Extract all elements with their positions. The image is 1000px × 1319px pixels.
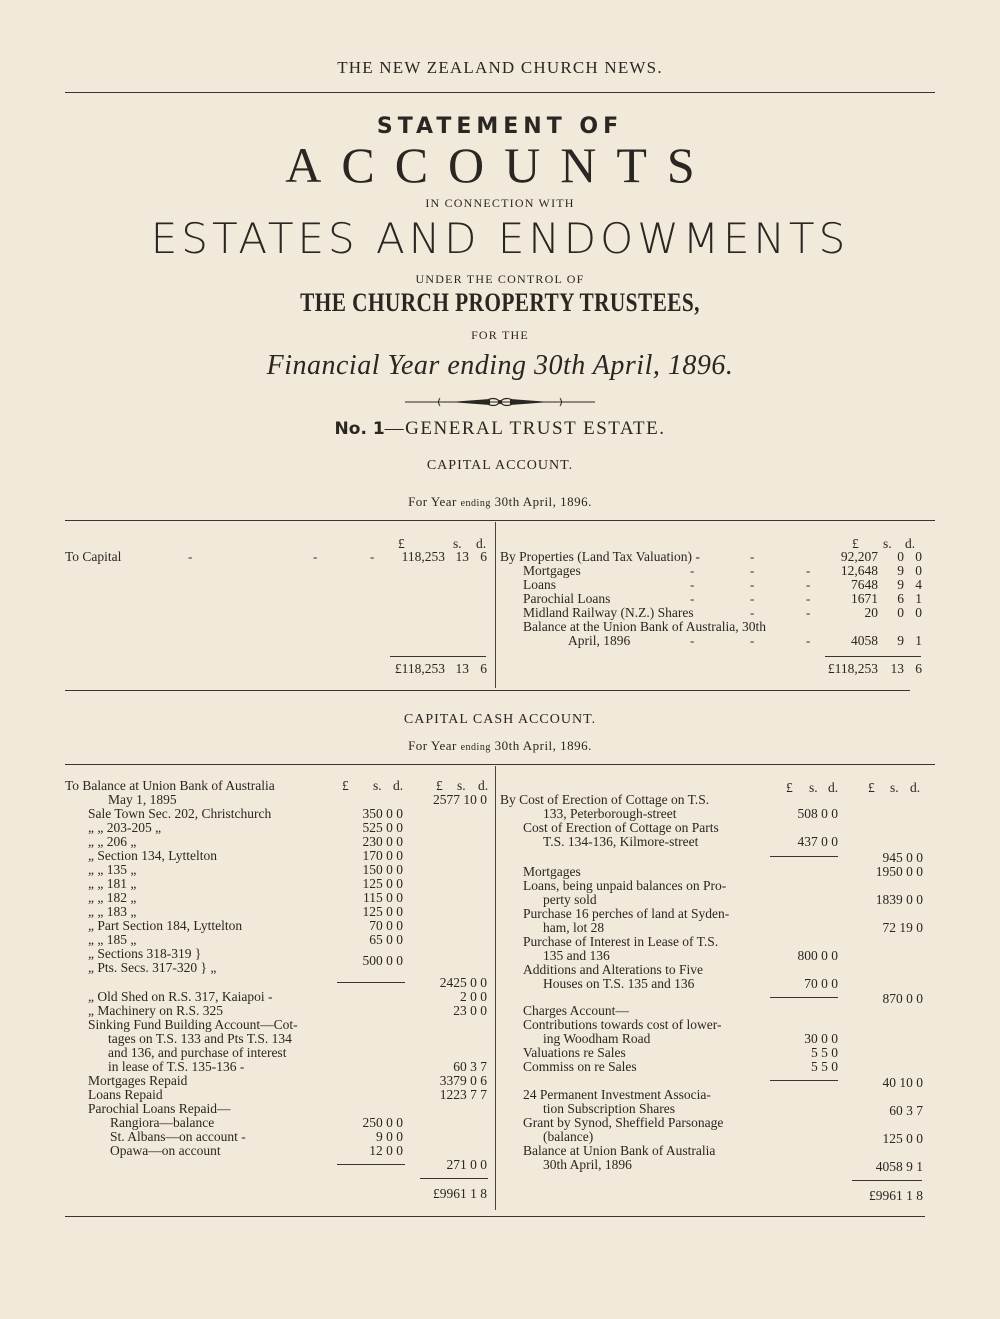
leader-dash: - — [750, 563, 755, 578]
amount-shillings: 6 — [897, 591, 904, 606]
credit-label: Mortgages — [523, 864, 581, 879]
cash-account-divider — [495, 766, 496, 1210]
subtitle-part: 30th April, 1896. — [490, 494, 592, 509]
capital-account-divider — [495, 522, 496, 688]
title-estates: ESTATES AND ENDOWMENTS — [150, 214, 850, 263]
amount-sub: 125 0 0 — [362, 904, 403, 919]
credit-label: Cost of Erection of Cottage on Parts — [523, 820, 719, 835]
amount-shillings: 0 — [897, 549, 904, 564]
amount-pence: 1 — [915, 633, 922, 648]
header-pounds: £ — [398, 536, 405, 551]
running-head: THE NEW ZEALAND CHURCH NEWS. — [337, 58, 663, 77]
amount-pence: 4 — [915, 577, 922, 592]
subtitle-part: 30th April, 1896. — [490, 738, 592, 753]
title-for-the: FOR THE — [471, 328, 529, 342]
header-pence: d. — [393, 778, 404, 793]
amount-total: 1950 0 0 — [875, 864, 923, 879]
amount-sub: 170 0 0 — [362, 848, 403, 863]
debit-label: „ „ 135 „ — [88, 862, 137, 877]
header-pounds: £ — [868, 780, 875, 795]
subtotal-rule — [337, 982, 405, 983]
debit-label: Parochial Loans Repaid— — [88, 1101, 231, 1116]
total-pence: 6 — [915, 661, 922, 676]
amount-total: 125 0 0 — [882, 1131, 923, 1146]
debit-label: „ „ 183 „ — [88, 904, 137, 919]
grand-total: £9961 1 8 — [433, 1186, 487, 1201]
amount-pence: 1 — [915, 591, 922, 606]
leader-dash: - — [806, 591, 811, 606]
amount-total: 60 3 7 — [889, 1103, 923, 1118]
header-shillings: s. — [883, 536, 892, 551]
title-financial-year: Financial Year ending 30th April, 1896. — [266, 350, 734, 381]
credit-label: Contributions towards cost of lower- — [523, 1017, 722, 1032]
credit-label: (balance) — [543, 1129, 594, 1144]
leader-dash: - — [690, 633, 695, 648]
leader-dash: - — [188, 549, 193, 564]
header-shillings: s. — [373, 778, 382, 793]
amount-sub: 5 5 0 — [811, 1059, 838, 1074]
debit-label: „ „ 206 „ — [88, 834, 137, 849]
header-pounds: £ — [342, 778, 349, 793]
cash-account-title: CAPITAL CASH ACCOUNT. — [403, 712, 597, 727]
leader-dash: - — [690, 563, 695, 578]
leader-dash: - — [750, 591, 755, 606]
amount-sub: 12 0 0 — [369, 1143, 403, 1158]
title-trustees: THE CHURCH PROPERTY TRUSTEES, — [300, 288, 700, 317]
amount-sub: 437 0 0 — [797, 834, 838, 849]
amount-sub: 508 0 0 — [797, 806, 838, 821]
header-pounds: £ — [786, 780, 793, 795]
credit-label: Midland Railway (N.Z.) Shares — [523, 605, 694, 620]
leader-dash: - — [750, 633, 755, 648]
amount-total: 2 0 0 — [460, 989, 487, 1004]
amount-pounds: 92,207 — [840, 549, 878, 564]
total-shillings: 13 — [455, 661, 469, 676]
leader-dash: - — [750, 549, 755, 564]
total-rule — [852, 1180, 922, 1181]
amount-pence: 0 — [915, 549, 922, 564]
amount-sub: 500 0 0 — [362, 953, 403, 968]
cash-account-bottom-rule — [65, 1216, 925, 1217]
leader-dash: - — [806, 633, 811, 648]
subtotal-rule — [770, 997, 838, 998]
amount-sub: 5 5 0 — [811, 1045, 838, 1060]
debit-label: „ „ 182 „ — [88, 890, 137, 905]
ornament-divider-icon — [0, 395, 1000, 409]
amount-pence: 0 — [915, 605, 922, 620]
header-pence: d. — [478, 778, 489, 793]
total-rule — [390, 656, 486, 657]
header-rule — [65, 92, 935, 93]
debit-label: in lease of T.S. 135-136 - — [108, 1059, 245, 1074]
subtitle-part: ending — [460, 742, 491, 753]
amount-shillings: 13 — [455, 549, 469, 564]
debit-label: „ „ 185 „ — [88, 932, 137, 947]
amount-sub: 30 0 0 — [804, 1031, 838, 1046]
total-pounds: £118,253 — [394, 661, 445, 676]
leader-dash: - — [806, 577, 811, 592]
debit-label: and 136, and purchase of interest — [108, 1045, 287, 1060]
section-name: —GENERAL TRUST ESTATE. — [384, 418, 666, 439]
section-number: No. 1 — [334, 419, 385, 439]
amount-total: 1839 0 0 — [875, 892, 923, 907]
total-rule — [420, 1178, 488, 1179]
header-pounds: £ — [436, 778, 443, 793]
title-under-control: UNDER THE CONTROL OF — [415, 272, 585, 286]
credit-label: Balance at the Union Bank of Australia, 30th — [523, 619, 766, 634]
amount-total: 945 0 0 — [882, 850, 923, 865]
debit-label: Mortgages Repaid — [88, 1073, 188, 1088]
leader-dash: - — [806, 563, 811, 578]
capital-account-top-rule — [65, 520, 935, 521]
amount-pounds: 1671 — [851, 591, 878, 606]
credit-label: 133, Peterborough-street — [543, 806, 677, 821]
amount-sub: 70 0 0 — [369, 918, 403, 933]
total-pence: 6 — [480, 661, 487, 676]
credit-label: By Cost of Erection of Cottage on T.S. — [500, 792, 710, 807]
debit-label: „ Sections 318-319 } — [88, 946, 202, 961]
credit-label: Parochial Loans — [523, 591, 611, 606]
subtotal-rule — [337, 1164, 405, 1165]
credit-label: Purchase of Interest in Lease of T.S. — [523, 934, 719, 949]
subtotal-rule — [770, 856, 838, 857]
amount-shillings: 9 — [897, 633, 904, 648]
amount-pounds: 7648 — [851, 577, 878, 592]
credit-label: ham, lot 28 — [543, 920, 605, 935]
header-shillings: s. — [453, 536, 462, 551]
credit-label: perty sold — [543, 892, 597, 907]
debit-label: tages on T.S. 133 and Pts T.S. 134 — [108, 1031, 292, 1046]
debit-label: „ Section 134, Lyttelton — [88, 848, 217, 863]
debit-label: „ Pts. Secs. 317-320 } „ — [88, 960, 217, 975]
credit-label: Additions and Alterations to Five — [523, 962, 703, 977]
amount-sub: 125 0 0 — [362, 876, 403, 891]
credit-label: Commiss on re Sales — [523, 1059, 637, 1074]
amount-pence: 6 — [480, 549, 487, 564]
credit-label: T.S. 134-136, Kilmore-street — [543, 834, 699, 849]
amount-total: 72 19 0 — [882, 920, 923, 935]
capital-account-subtitle — [0, 494, 1000, 510]
amount-sub: 800 0 0 — [797, 948, 838, 963]
credit-label: Houses on T.S. 135 and 136 — [543, 976, 695, 991]
amount-total: 4058 9 1 — [875, 1159, 923, 1174]
debit-label: „ Old Shed on R.S. 317, Kaiapoi - — [88, 989, 273, 1004]
debit-label: Loans Repaid — [88, 1087, 163, 1102]
debit-label: Opawa—on account — [110, 1143, 221, 1158]
debit-label: „ Part Section 184, Lyttelton — [88, 918, 243, 933]
amount-sub: 350 0 0 — [362, 806, 403, 821]
amount-sub: 115 0 0 — [363, 890, 403, 905]
credit-label: By Properties (Land Tax Valuation) - — [500, 549, 700, 564]
leader-dash: - — [750, 605, 755, 620]
amount-total: 3379 0 6 — [439, 1073, 487, 1088]
grand-total: £9961 1 8 — [869, 1188, 923, 1203]
amount-sub: 150 0 0 — [362, 862, 403, 877]
credit-label: 24 Permanent Investment Associa- — [523, 1087, 711, 1102]
subtitle-part: ending — [460, 498, 491, 509]
total-pounds: £118,253 — [827, 661, 878, 676]
credit-label: Loans, being unpaid balances on Pro- — [523, 878, 727, 893]
title-accounts: ACCOUNTS — [285, 137, 715, 193]
amount-pounds: 20 — [864, 605, 878, 620]
total-rule — [825, 656, 921, 657]
amount-shillings: 0 — [897, 605, 904, 620]
amount-sub: 230 0 0 — [362, 834, 403, 849]
subtitle-part: For Year — [408, 494, 461, 509]
amount-total: 870 0 0 — [882, 991, 923, 1006]
debit-label: Sinking Fund Building Account—Cot- — [88, 1017, 298, 1032]
section-heading — [0, 418, 1000, 440]
credit-label: 30th April, 1896 — [543, 1157, 632, 1172]
amount-sub: 70 0 0 — [804, 976, 838, 991]
credit-label: Purchase 16 perches of land at Syden- — [523, 906, 730, 921]
credit-label: 135 and 136 — [543, 948, 610, 963]
amount-total: 1223 7 7 — [439, 1087, 487, 1102]
debit-label: Sale Town Sec. 202, Christchurch — [88, 806, 272, 821]
header-shillings: s. — [457, 778, 466, 793]
credit-label: April, 1896 — [568, 633, 631, 648]
amount-sub: 9 0 0 — [376, 1129, 403, 1144]
header-shillings: s. — [890, 780, 899, 795]
header-pence: d. — [910, 780, 921, 795]
header-pence: d. — [905, 536, 916, 551]
header-pounds: £ — [852, 536, 859, 551]
amount-pounds: 12,648 — [840, 563, 878, 578]
amount-total: 2425 0 0 — [439, 975, 487, 990]
debit-label: Rangiora—balance — [110, 1115, 215, 1130]
debit-label: „ Machinery on R.S. 325 — [88, 1003, 223, 1018]
amount-total: 271 0 0 — [446, 1157, 487, 1172]
debit-label: To Balance at Union Bank of Australia — [65, 778, 275, 793]
credit-label: Loans — [523, 577, 556, 592]
total-shillings: 13 — [890, 661, 904, 676]
leader-dash: - — [313, 549, 318, 564]
title-statement-of: STATEMENT OF — [376, 114, 624, 139]
amount-sub: 525 0 0 — [362, 820, 403, 835]
title-in-connection: IN CONNECTION WITH — [425, 196, 575, 210]
amount-pounds: 4058 — [851, 633, 878, 648]
amount-pounds: 118,253 — [401, 549, 445, 564]
leader-dash: - — [690, 577, 695, 592]
amount-total: 23 0 0 — [453, 1003, 487, 1018]
debit-label: May 1, 1895 — [108, 792, 177, 807]
capital-account-bottom-rule — [65, 690, 910, 691]
credit-label: Balance at Union Bank of Australia — [523, 1143, 716, 1158]
credit-label: ing Woodham Road — [543, 1031, 651, 1046]
cash-account-subtitle — [0, 738, 1000, 754]
amount-shillings: 9 — [897, 577, 904, 592]
leader-dash: - — [750, 577, 755, 592]
leader-dash: - — [370, 549, 375, 564]
credit-label: Valuations re Sales — [523, 1045, 626, 1060]
debit-label: „ „ 203-205 „ — [88, 820, 162, 835]
debit-label: To Capital — [65, 549, 122, 564]
amount-pence: 0 — [915, 563, 922, 578]
amount-sub: 250 0 0 — [362, 1115, 403, 1130]
amount-sub: 65 0 0 — [369, 932, 403, 947]
header-pence: d. — [476, 536, 487, 551]
amount-total: 2577 10 0 — [433, 792, 487, 807]
amount-shillings: 9 — [897, 563, 904, 578]
amount-total: 40 10 0 — [882, 1075, 923, 1090]
amount-total: 60 3 7 — [453, 1059, 487, 1074]
credit-label: Charges Account— — [523, 1003, 629, 1018]
credit-label: Mortgages — [523, 563, 581, 578]
header-shillings: s. — [809, 780, 818, 795]
cash-account-top-rule — [65, 764, 935, 765]
capital-account-title: CAPITAL ACCOUNT. — [426, 458, 574, 473]
leader-dash: - — [806, 605, 811, 620]
leader-dash: - — [690, 591, 695, 606]
debit-label: St. Albans—on account - — [110, 1129, 246, 1144]
subtotal-rule — [770, 1080, 838, 1081]
header-pence: d. — [828, 780, 839, 795]
credit-label: tion Subscription Shares — [543, 1101, 675, 1116]
subtitle-part: For Year — [408, 738, 461, 753]
credit-label: Grant by Synod, Sheffield Parsonage — [523, 1115, 724, 1130]
debit-label: „ „ 181 „ — [88, 876, 137, 891]
